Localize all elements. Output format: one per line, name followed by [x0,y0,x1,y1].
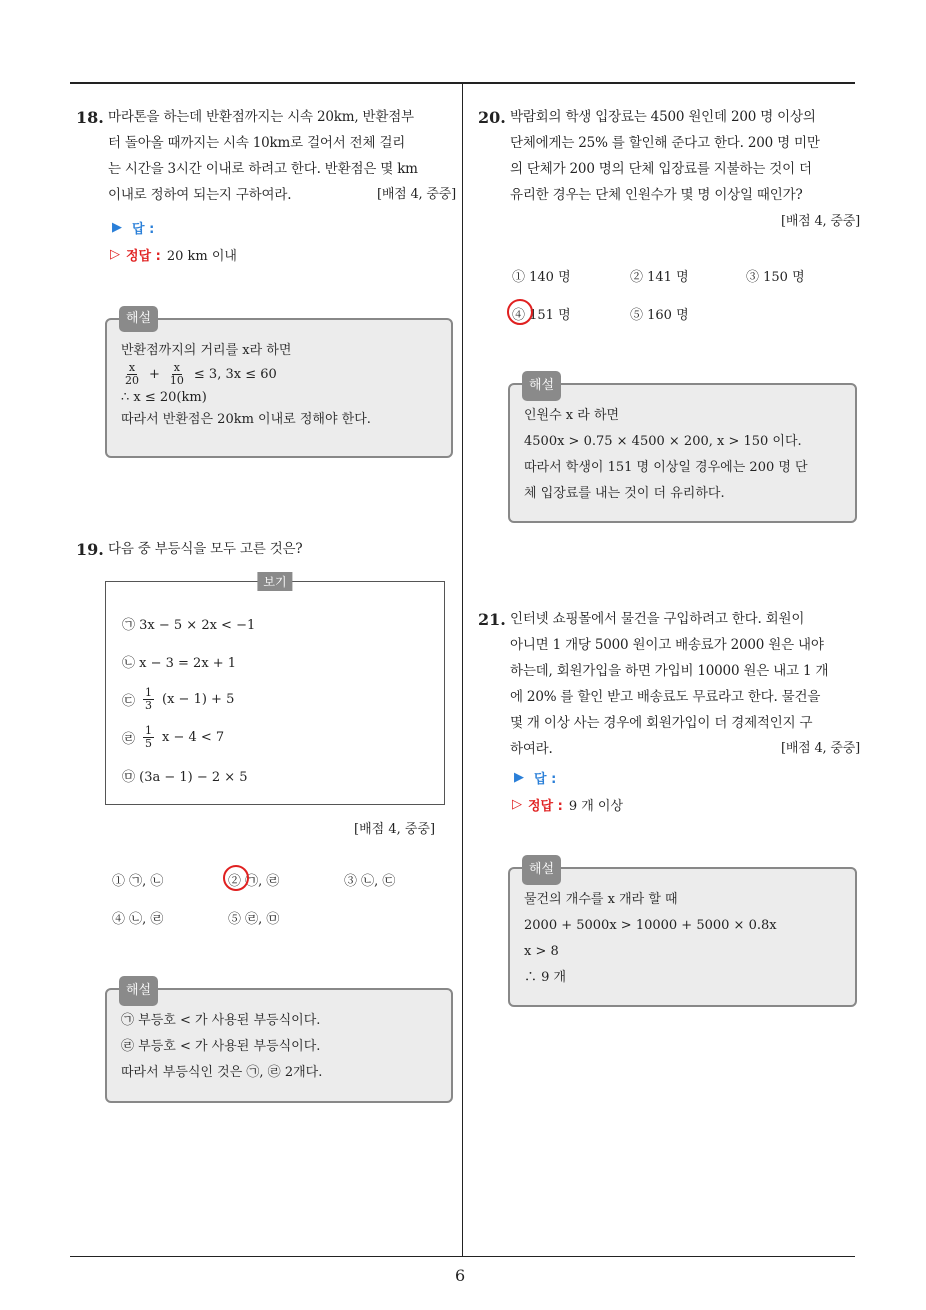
q21-line: 아니면 1 개당 5000 원이고 배송료가 2000 원은 내야 [510,637,824,653]
q20-line: 의 단체가 200 명의 단체 입장료를 지불하는 것이 더 [510,161,812,177]
q20-line: 단체에게는 25% 를 할인해 준다고 한다. 200 명 미만 [510,135,820,151]
q21-line: 인터넷 쇼핑몰에서 물건을 구입하려고 한다. 회원이 [510,611,805,627]
q18-answer-line [112,218,154,237]
play-icon: ▶ [514,770,524,785]
q21-line: 하여라. [510,741,553,757]
q18-solution-equation: $\frac{x}{20}$ + $\frac{x}{10}$ ≤ 3, 3x ≤ 60 [125,361,277,387]
q21-correct-line [512,795,623,814]
q18-line: 터 돌아올 때까지는 시속 10km로 걸어서 전체 걸리 [108,135,406,151]
q21-answer-line [514,768,556,787]
q18-line: 마라톤을 하는데 반환점까지는 시속 20km, 반환점부 [108,109,414,125]
q20-solution-line: 따라서 학생이 151 명 이상일 경우에는 200 명 단 [524,460,808,475]
q18-solution-line: 따라서 반환점은 20km 이내로 정해야 한다. [121,412,371,427]
page-number: 6 [455,1266,466,1285]
q21-solution-line: ∴ 9 개 [524,970,567,985]
q19-solution-line: 따라서 부등식인 것은 ㉠, ㉣ 2개다. [121,1065,323,1080]
q20-choice-3[interactable]: ③ 150 명 [746,270,805,285]
bogi-item: ㉢ $\frac{1}{3}$ (x − 1) + 5 [122,685,235,712]
q21-solution-line: 물건의 개수를 x 개라 할 때 [524,892,678,907]
q20-choice-4[interactable] [512,304,571,323]
fraction: $\frac{1}{5}$ [145,723,153,750]
q19-choice-1[interactable]: ① ㉠, ㉡ [112,874,164,889]
q18-correct-line [110,245,237,264]
q19-solution-line: ㉠ 부등호 < 가 사용된 부등식이다. [121,1013,321,1028]
q19-bogi-label: 보기 [257,572,292,591]
q19-number: 19. [76,540,104,559]
q18-answer-label: 답 : [132,222,155,237]
q21-text [510,606,860,762]
q21-correct-label: 정답 : [528,799,563,814]
q20-text [510,104,860,235]
q18-number: 18. [76,108,104,127]
play-icon: ▶ [112,220,122,235]
q18-source: [배점 4, 중중] [376,187,456,202]
q19-source: [배점 4, 중중] [354,822,436,837]
bogi-item: ㉠ 3x − 5 × 2x < −1 [122,617,256,633]
q21-solution-box [508,862,857,1007]
q19-solution-label: 해설 [119,976,158,1006]
q20-source: [배점 4, 중중] [780,214,860,229]
q19-bogi-box [105,575,445,805]
column-divider [462,84,463,1256]
q18-line: 이내로 정하여 되는지 구하여라. [108,187,292,203]
q18-solution-box [105,311,453,458]
q18-line: 는 시간을 3시간 이내로 하려고 한다. 반환점은 몇 km [108,161,418,177]
q20-number: 20. [478,108,506,127]
q21-solution-line: 2000 + 5000x > 10000 + 5000 × 0.8x [524,918,777,933]
bogi-item: ㉡ x − 3 = 2x + 1 [122,655,237,671]
fraction: $\frac{1}{3}$ [145,685,153,712]
bogi-item: ㉤ (3a − 1) − 2 × 5 [122,769,248,785]
q21-line: 몇 개 이상 사는 경우에 회원가입이 더 경제적인지 구 [510,715,813,731]
q18-solution-line: 반환점까지의 거리를 x라 하면 [121,343,292,358]
q18-solution-line: ∴ x ≤ 20(km) [121,390,207,405]
bottom-rule [70,1256,855,1257]
q18-solution-label: 해설 [119,306,158,332]
q18-text [108,104,456,208]
outline-play-icon: ▷ [512,797,522,812]
q19-text: 다음 중 부등식을 모두 고른 것은? [108,541,303,557]
bogi-item: ㉣ $\frac{1}{5}$ x − 4 < 7 [122,723,225,750]
q21-solution-line: x > 8 [524,944,559,959]
q20-solution-line: 4500x > 0.75 × 4500 × 200, x > 150 이다. [524,434,802,449]
q20-solution-label: 해설 [522,371,561,401]
selected-mark: ② ㉠, ㉣ [228,870,279,889]
q19-choice-3[interactable]: ③ ㉡, ㉢ [344,874,396,889]
q19-solution-line: ㉣ 부등호 < 가 사용된 부등식이다. [121,1039,321,1054]
q20-line: 박람회의 학생 입장료는 4500 원인데 200 명 이상의 [510,109,816,125]
q21-answer-label: 답 : [534,772,557,787]
q19-choice-5[interactable]: ⑤ ㉣, ㉤ [228,912,280,927]
q18-correct-value: 20 km 이내 [166,249,237,264]
q20-solution-line: 인원수 x 라 하면 [524,408,620,423]
q20-solution-box [508,378,857,523]
q20-line: 유리한 경우는 단체 인원수가 몇 명 이상일 때인가? [510,187,803,203]
outline-play-icon: ▷ [110,247,120,262]
q19-choice-2[interactable] [228,870,279,889]
q19-solution-box [105,983,453,1103]
fraction: $\frac{x}{10}$ [169,361,184,387]
q20-choice-2[interactable]: ② 141 명 [630,270,689,285]
fraction: $\frac{x}{20}$ [125,361,139,387]
selected-mark: ④ 151 명 [512,304,571,323]
q21-number: 21. [478,610,506,629]
q19-choice-4[interactable]: ④ ㉡, ㉣ [112,912,164,927]
q21-source: [배점 4, 중중] [780,741,860,756]
q21-line: 하는데, 회원가입을 하면 가입비 10000 원은 내고 1 개 [510,663,829,679]
q20-solution-line: 체 입장료를 내는 것이 더 유리하다. [524,486,725,501]
q21-line: 에 20% 를 할인 받고 배송료도 무료라고 한다. 물건을 [510,689,821,705]
q20-choice-1[interactable]: ① 140 명 [512,270,571,285]
q21-solution-label: 해설 [522,855,561,885]
q18-correct-label: 정답 : [126,249,161,264]
q20-choice-5[interactable]: ⑤ 160 명 [630,308,689,323]
q21-correct-value: 9 개 이상 [568,799,624,814]
